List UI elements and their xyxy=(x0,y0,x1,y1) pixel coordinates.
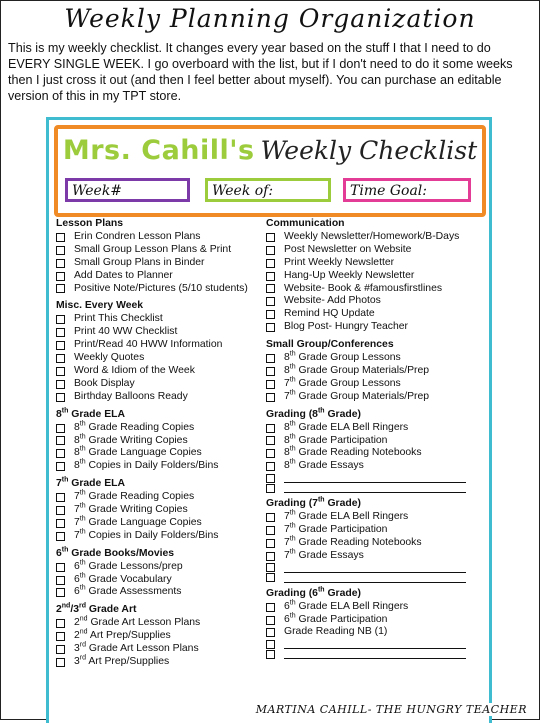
checkbox[interactable] xyxy=(56,588,65,597)
checklist-item xyxy=(56,561,268,574)
page-title: Weekly Planning Organization xyxy=(64,4,476,33)
checkbox[interactable] xyxy=(266,233,275,242)
checkbox[interactable] xyxy=(266,367,275,376)
checkbox[interactable] xyxy=(56,436,65,445)
checklist-item xyxy=(56,435,268,448)
checkbox[interactable] xyxy=(266,354,275,363)
checklist-item xyxy=(266,422,478,435)
checklist-item-label: 6th Grade Lessons/prep xyxy=(74,559,183,572)
checklist-item xyxy=(56,422,268,435)
checklist-item-label: 6th Grade Vocabulary xyxy=(74,572,172,585)
checklist-item-label: Positive Note/Pictures (5/10 students) xyxy=(74,282,248,294)
checklist-item xyxy=(56,365,268,378)
checklist-item xyxy=(56,630,268,643)
checkbox[interactable] xyxy=(266,628,275,637)
checklist-item-label: 7th Grade Group Materials/Prep xyxy=(284,389,430,402)
checkbox[interactable] xyxy=(56,315,65,324)
checklist-item-label: Print Weekly Newsletter xyxy=(284,256,395,268)
checklist-item-label: 8th Grade Reading Notebooks xyxy=(284,445,422,459)
checklist-item-label: 7th Grade Reading Copies xyxy=(74,489,195,503)
checkbox[interactable] xyxy=(266,650,275,659)
checkbox[interactable] xyxy=(266,284,275,293)
checklist-item-label: Blog Post- Hungry Teacher xyxy=(284,321,408,333)
checklist-item xyxy=(56,326,268,339)
checkbox[interactable] xyxy=(266,380,275,389)
checklist-item xyxy=(266,257,478,270)
checklist-heading xyxy=(58,135,482,166)
checklist-item xyxy=(266,473,478,483)
footer-credit: MARTINA CAHILL- THE HUNGRY TEACHER xyxy=(253,703,530,716)
checklist-item-label: Birthday Balloons Ready xyxy=(74,390,188,402)
checkbox[interactable] xyxy=(266,573,275,582)
checklist-item-label: 7th Grade Participation xyxy=(284,522,388,536)
checklist-item-label: Weekly Quotes xyxy=(74,352,145,364)
checklist-item-label: 3rd Grade Art Lesson Plans xyxy=(74,641,199,655)
section-title: Grading (7th Grade) xyxy=(266,496,361,510)
checkbox[interactable] xyxy=(266,526,275,535)
checklist-item xyxy=(266,573,478,583)
checklist-item-label: Print/Read 40 HWW Information xyxy=(74,339,223,351)
checkbox[interactable] xyxy=(56,519,65,528)
time-goal-field[interactable]: Time Goal: xyxy=(343,178,471,202)
checkbox[interactable] xyxy=(56,424,65,433)
checklist-item-label: 8th Grade Essays xyxy=(284,458,364,472)
checkbox[interactable] xyxy=(266,424,275,433)
checklist-item-label: 7th Grade Writing Copies xyxy=(74,502,188,516)
checklist-item xyxy=(266,537,478,550)
checkbox[interactable] xyxy=(266,246,275,255)
checklist-item xyxy=(56,504,268,517)
checkbox[interactable] xyxy=(56,233,65,242)
checkbox[interactable] xyxy=(266,436,275,445)
checklist-item xyxy=(56,313,268,326)
checklist-item-label: 3rd Art Prep/Supplies xyxy=(74,654,170,667)
checklist-item-label: Grade Reading NB (1) xyxy=(284,626,388,638)
section-title: Grading (6th Grade) xyxy=(266,586,361,599)
checkbox[interactable] xyxy=(266,393,275,402)
checklist-item-label: 2nd Art Prep/Supplies xyxy=(74,628,171,642)
checklist-item xyxy=(266,563,478,573)
checkbox[interactable] xyxy=(266,297,275,306)
checkbox[interactable] xyxy=(266,462,275,471)
section-title: Communication xyxy=(266,218,345,229)
checklist-item xyxy=(56,643,268,656)
checkbox[interactable] xyxy=(56,341,65,350)
teacher-name: Mrs. Cahill's xyxy=(62,135,255,166)
checkbox[interactable] xyxy=(266,310,275,319)
checklist-item-label: Small Group Plans in Binder xyxy=(74,256,205,268)
checklist-item-label: 8th Grade Group Materials/Prep xyxy=(284,363,430,376)
checklist-item-label: 7th Grade Language Copies xyxy=(74,515,202,528)
checkbox[interactable] xyxy=(266,474,275,483)
checklist-item xyxy=(266,283,478,296)
checklist-item-label: 6th Grade Participation xyxy=(284,612,388,625)
checklist-item-label: Website- Add Photos xyxy=(284,295,381,307)
checklist-item-label: 7th Grade Essays xyxy=(284,548,364,561)
checklist-item xyxy=(56,352,268,365)
section-title: 2nd/3rd Grade Art xyxy=(56,602,137,616)
checklist-item xyxy=(266,550,478,563)
checkbox[interactable] xyxy=(56,449,65,458)
section-title: 6th Grade Books/Movies xyxy=(56,546,175,559)
checklist-item xyxy=(266,295,478,308)
checklist-item xyxy=(266,511,478,524)
blank-line xyxy=(284,573,466,583)
checklist-item xyxy=(56,656,268,669)
checklist-item xyxy=(266,639,478,649)
checklist-item-label: 7th Grade Reading Notebooks xyxy=(284,535,422,548)
section-title: Grading (8th Grade) xyxy=(266,407,361,420)
checklist-title: Weekly Checklist xyxy=(260,136,478,165)
checkbox[interactable] xyxy=(56,645,65,654)
checklist-item xyxy=(266,435,478,448)
checkbox[interactable] xyxy=(266,323,275,332)
checkbox[interactable] xyxy=(56,576,65,585)
checkbox[interactable] xyxy=(266,563,275,572)
checklist-item xyxy=(56,586,268,599)
checkbox[interactable] xyxy=(266,259,275,268)
checklist-item-label: Remind HQ Update xyxy=(284,308,375,320)
checkbox[interactable] xyxy=(56,259,65,268)
checklist-item xyxy=(56,283,268,296)
checkbox[interactable] xyxy=(56,506,65,515)
checklist-item xyxy=(266,447,478,460)
checklist-item xyxy=(56,574,268,587)
checklist-item-label: 2nd Grade Art Lesson Plans xyxy=(74,615,201,629)
checklist-item-label: 6th Grade ELA Bell Ringers xyxy=(284,599,409,612)
checklist-item-label: 8th Grade Reading Copies xyxy=(74,420,195,433)
checklist-item-label: Post Newsletter on Website xyxy=(284,243,412,255)
blank-line xyxy=(284,649,466,659)
section-title: 7th Grade ELA xyxy=(56,476,125,490)
checkbox[interactable] xyxy=(266,616,275,625)
checklist-item-label: 8th Grade Writing Copies xyxy=(74,433,188,446)
checkbox[interactable] xyxy=(56,619,65,628)
checklist-item-label: Add Dates to Planner xyxy=(74,269,173,281)
checklist-item-label: 8th Copies in Daily Folders/Bins xyxy=(74,458,219,472)
section-title: Lesson Plans xyxy=(56,218,123,229)
checkbox[interactable] xyxy=(56,462,65,471)
blank-line xyxy=(284,483,466,493)
checklist-item xyxy=(266,365,478,378)
checklist-item xyxy=(266,244,478,257)
checkbox[interactable] xyxy=(56,367,65,376)
checkbox[interactable] xyxy=(56,532,65,541)
checkbox[interactable] xyxy=(56,632,65,641)
checkbox[interactable] xyxy=(56,658,65,667)
checkbox[interactable] xyxy=(56,563,65,572)
left-column xyxy=(56,218,268,669)
checklist-item xyxy=(266,614,478,627)
checklist-item xyxy=(266,391,478,404)
checkbox[interactable] xyxy=(266,539,275,548)
checkbox[interactable] xyxy=(56,284,65,293)
checklist-item-label: 8th Grade Group Lessons xyxy=(284,350,401,364)
checklist-item-label: Erin Condren Lesson Plans xyxy=(74,230,201,242)
checklist-item-label: 7th Grade ELA Bell Ringers xyxy=(284,509,409,523)
checklist-item xyxy=(266,231,478,244)
checklist-item xyxy=(56,339,268,352)
checklist-item-label: Book Display xyxy=(74,377,135,389)
checkbox[interactable] xyxy=(56,493,65,502)
checklist-item xyxy=(266,270,478,283)
checklist-item xyxy=(56,270,268,283)
checkbox[interactable] xyxy=(266,484,275,493)
checkbox[interactable] xyxy=(56,380,65,389)
checklist-item xyxy=(56,378,268,391)
checkbox[interactable] xyxy=(56,328,65,337)
checklist-item-label: 7th Copies in Daily Folders/Bins xyxy=(74,528,219,541)
blank-line xyxy=(284,563,466,573)
checklist-item-label: Word & Idiom of the Week xyxy=(74,364,195,376)
checklist-item xyxy=(266,378,478,391)
checklist-item xyxy=(56,460,268,473)
checkbox[interactable] xyxy=(266,513,275,522)
checklist-item-label: Small Group Lesson Plans & Print xyxy=(74,243,232,255)
checklist-item-label: Print 40 WW Checklist xyxy=(74,326,178,338)
checklist-item-label: Print This Checklist xyxy=(74,313,163,325)
checklist-item xyxy=(56,530,268,543)
checklist-item xyxy=(266,308,478,321)
checkbox[interactable] xyxy=(266,603,275,612)
checklist-item xyxy=(266,649,478,659)
checklist-item xyxy=(266,352,478,365)
checklist-item xyxy=(266,483,478,493)
checklist-item xyxy=(266,321,478,334)
checkbox[interactable] xyxy=(266,552,275,561)
checkbox[interactable] xyxy=(266,640,275,649)
checklist-item-label: Hang-Up Weekly Newsletter xyxy=(284,269,415,281)
blank-line xyxy=(284,473,466,483)
checkbox[interactable] xyxy=(56,354,65,363)
checklist-item xyxy=(56,391,268,404)
checklist-item-label: 6th Grade Assessments xyxy=(74,585,182,598)
section-title: Misc. Every Week xyxy=(56,300,144,312)
checklist-item-label: Website- Book & #famousfirstlines xyxy=(284,282,443,294)
section-title: Small Group/Conferences xyxy=(266,339,394,351)
week-number-field[interactable]: Week# xyxy=(65,178,190,202)
checklist-item-label: 7th Grade Group Lessons xyxy=(284,376,401,389)
checkbox[interactable] xyxy=(56,393,65,402)
checklist-item xyxy=(56,517,268,530)
checklist-item-label: 8th Grade ELA Bell Ringers xyxy=(284,420,409,433)
checklist-item xyxy=(56,447,268,460)
week-of-field[interactable]: Week of: xyxy=(205,178,331,202)
checkbox[interactable] xyxy=(56,272,65,281)
checklist-item xyxy=(56,231,268,244)
checklist-item-label: Weekly Newsletter/Homework/B-Days xyxy=(284,230,460,242)
checkbox[interactable] xyxy=(266,449,275,458)
right-column xyxy=(266,218,478,659)
section-title: 8th Grade ELA xyxy=(56,407,125,420)
checklist-sheet xyxy=(46,117,492,723)
blank-line xyxy=(284,639,466,649)
checklist-item-label: 8th Grade Participation xyxy=(284,433,388,446)
checklist-item xyxy=(56,244,268,257)
checklist-item xyxy=(266,524,478,537)
checkbox[interactable] xyxy=(266,272,275,281)
checklist-item xyxy=(56,257,268,270)
checkbox[interactable] xyxy=(56,246,65,255)
checklist-item xyxy=(56,491,268,504)
checklist-item xyxy=(266,460,478,473)
checklist-item-label: 8th Grade Language Copies xyxy=(74,445,202,459)
checklist-header xyxy=(54,125,486,217)
checklist-item xyxy=(266,626,478,639)
intro-paragraph: This is my weekly checklist. It changes every year based on the stuff I that I need to do EVERY SINGLE WEEK. I go overboard with the list, but if I don't need to do it some weeks then I just cross it out (and then I feel better about myself). You can purchase an editable version of this in my TPT store. xyxy=(8,41,513,103)
checklist-item xyxy=(266,601,478,614)
